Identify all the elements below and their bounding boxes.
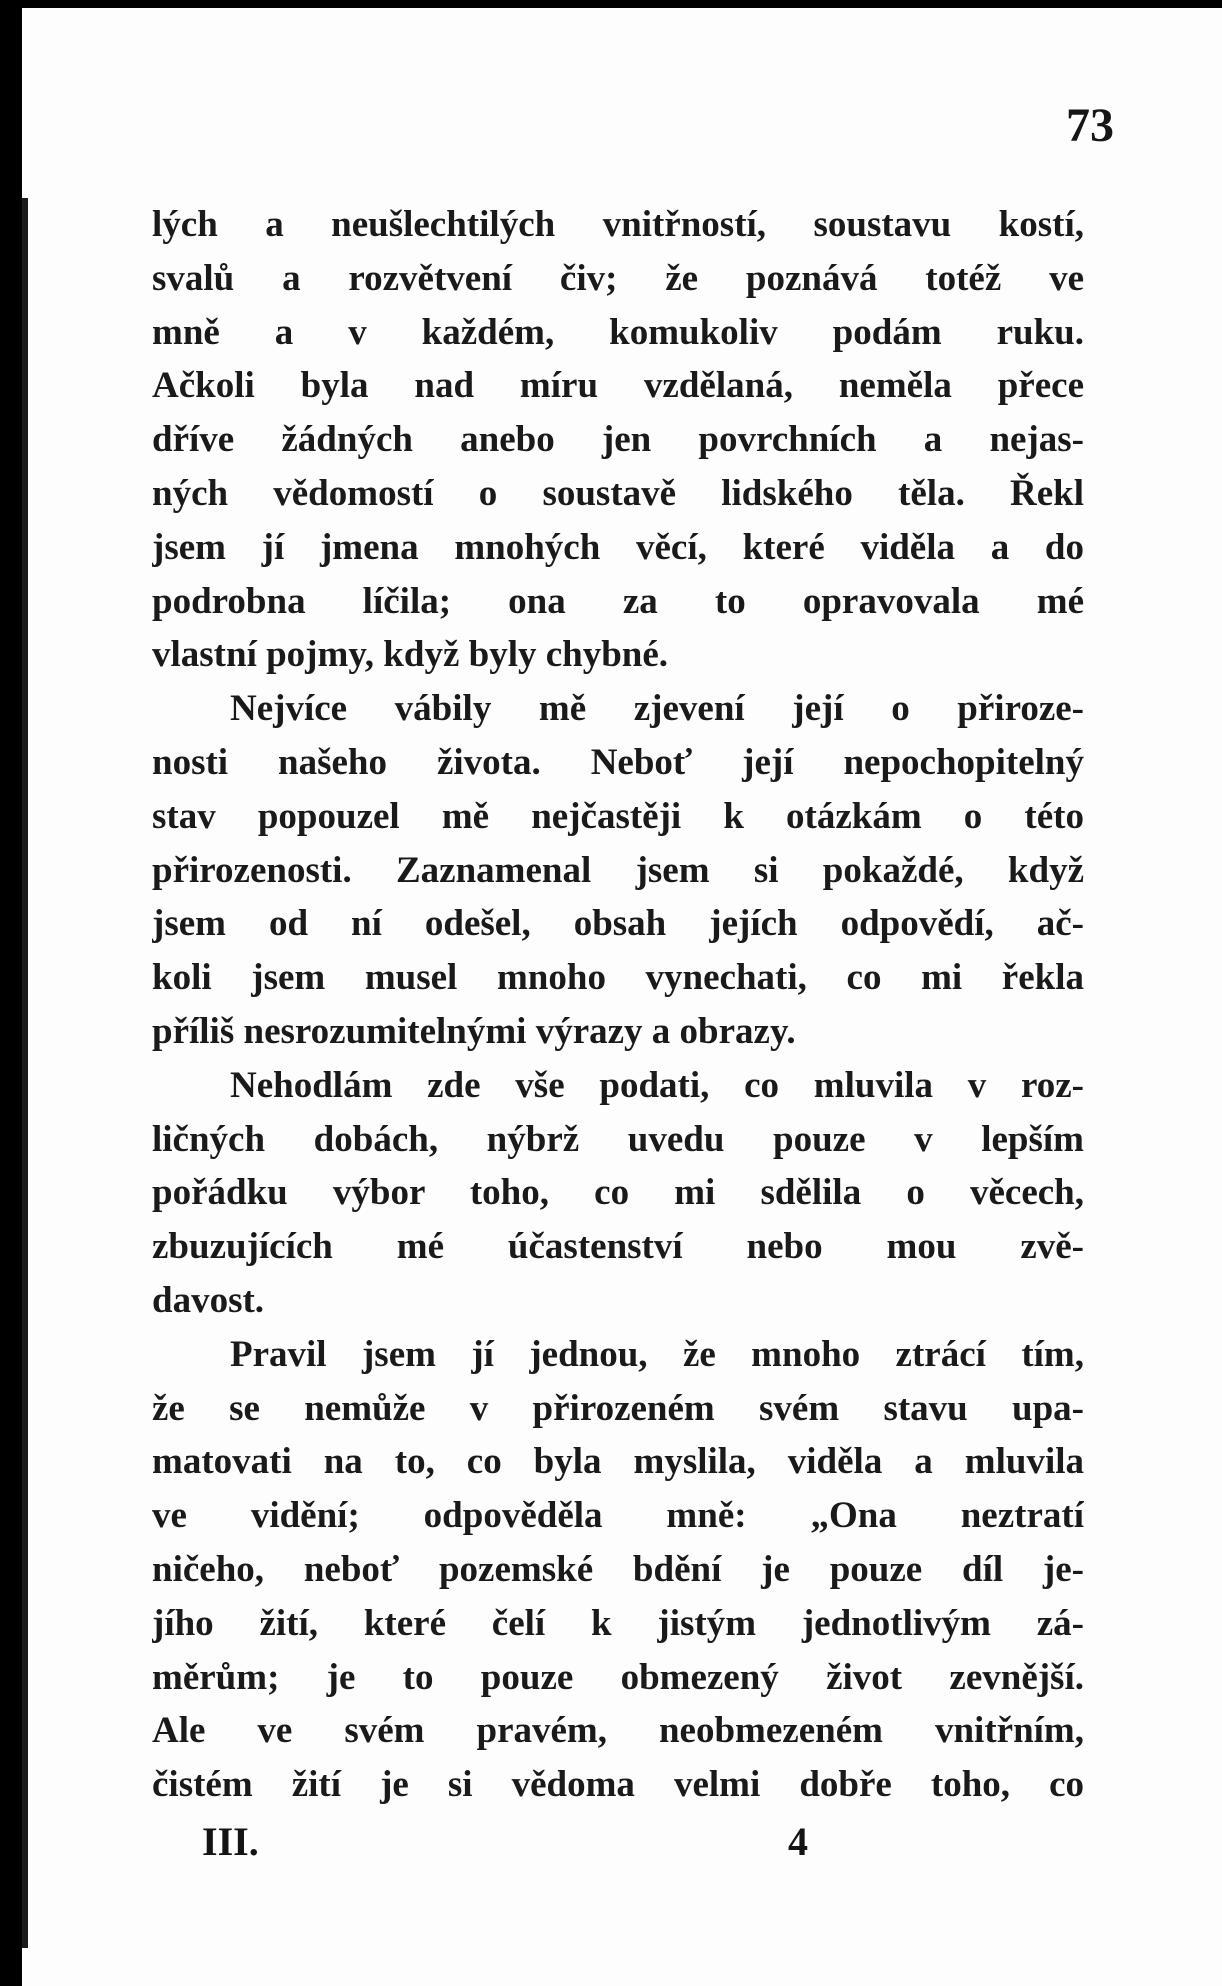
text-line: ve vidění; odpověděla mně: „Ona neztratí (152, 1495, 1084, 1537)
text-line: jího žití, které čelí k jistým jednotlivým zá- (152, 1602, 1084, 1644)
text-line: koli jsem musel mnoho vynechati, co mi řekla (152, 957, 1084, 999)
text-line: přirozenosti. Zaznamenal jsem si pokaždé, když (152, 849, 1084, 891)
text-line: ných vědomostí o soustavě lidského těla. Řekl (152, 472, 1084, 514)
text-line: Pravil jsem jí jednou, že mnoho ztrácí tím, (230, 1333, 1084, 1375)
text-line: ničeho, neboť pozemské bdění je pouze díl je- (152, 1548, 1084, 1590)
sheet-number: 4 (788, 1819, 808, 1864)
text-line: čistém žití je si vědoma velmi dobře toho, co (152, 1764, 1084, 1806)
signature-mark: III. (202, 1819, 259, 1864)
text-line: jsem od ní odešel, obsah jejích odpovědí, ač- (152, 903, 1084, 945)
text-line: lých a neušlechtilých vnitřností, soustavu kostí, (152, 204, 1084, 245)
text-line: měrům; je to pouze obmezený život zevnější. (152, 1656, 1084, 1698)
text-line: nosti našeho života. Neboť její nepochopitelný (152, 741, 1084, 783)
text-line: davost. (152, 1279, 265, 1321)
text-line: Ačkoli byla nad míru vzdělaná, neměla přece (152, 365, 1084, 407)
text-line: mně a v každém, komukoliv podám ruku. (152, 311, 1084, 353)
text-line: Nejvíce vábily mě zjevení její o přiroze- (230, 688, 1084, 730)
binding-edge (22, 198, 28, 1948)
page-number: 73 (1066, 99, 1114, 152)
book-page (22, 8, 1222, 1986)
text-line: zbuzujících mé účastenství nebo mou zvě- (152, 1226, 1084, 1268)
text-line: jsem jí jmena mnohých věcí, které viděla a do (152, 526, 1084, 568)
text-line: dříve žádných anebo jen povrchních a nejas- (152, 419, 1084, 461)
page-body-text (152, 198, 1084, 1812)
text-line: Nehodlám zde vše podati, co mluvila v roz- (230, 1064, 1084, 1106)
text-line: matovati na to, co byla myslila, viděla a mluvila (152, 1441, 1084, 1483)
text-line: podrobna líčila; ona za to opravovala mé (152, 580, 1084, 622)
text-line: Ale ve svém pravém, neobmezeném vnitřním, (152, 1710, 1084, 1752)
text-line: vlastní pojmy, když byly chybné. (152, 634, 669, 676)
text-line: ličných dobách, nýbrž uvedu pouze v lepším (152, 1118, 1084, 1160)
text-line: stav popouzel mě nejčastěji k otázkám o této (152, 795, 1084, 837)
text-line: pořádku výbor toho, co mi sdělila o věcech, (152, 1172, 1084, 1214)
text-line: příliš nesrozumitelnými výrazy a obrazy. (152, 1010, 796, 1052)
text-line: že se nemůže v přirozeném svém stavu upa- (152, 1387, 1084, 1429)
text-line: svalů a rozvětvení čiv; že poznává totéž ve (152, 257, 1084, 299)
